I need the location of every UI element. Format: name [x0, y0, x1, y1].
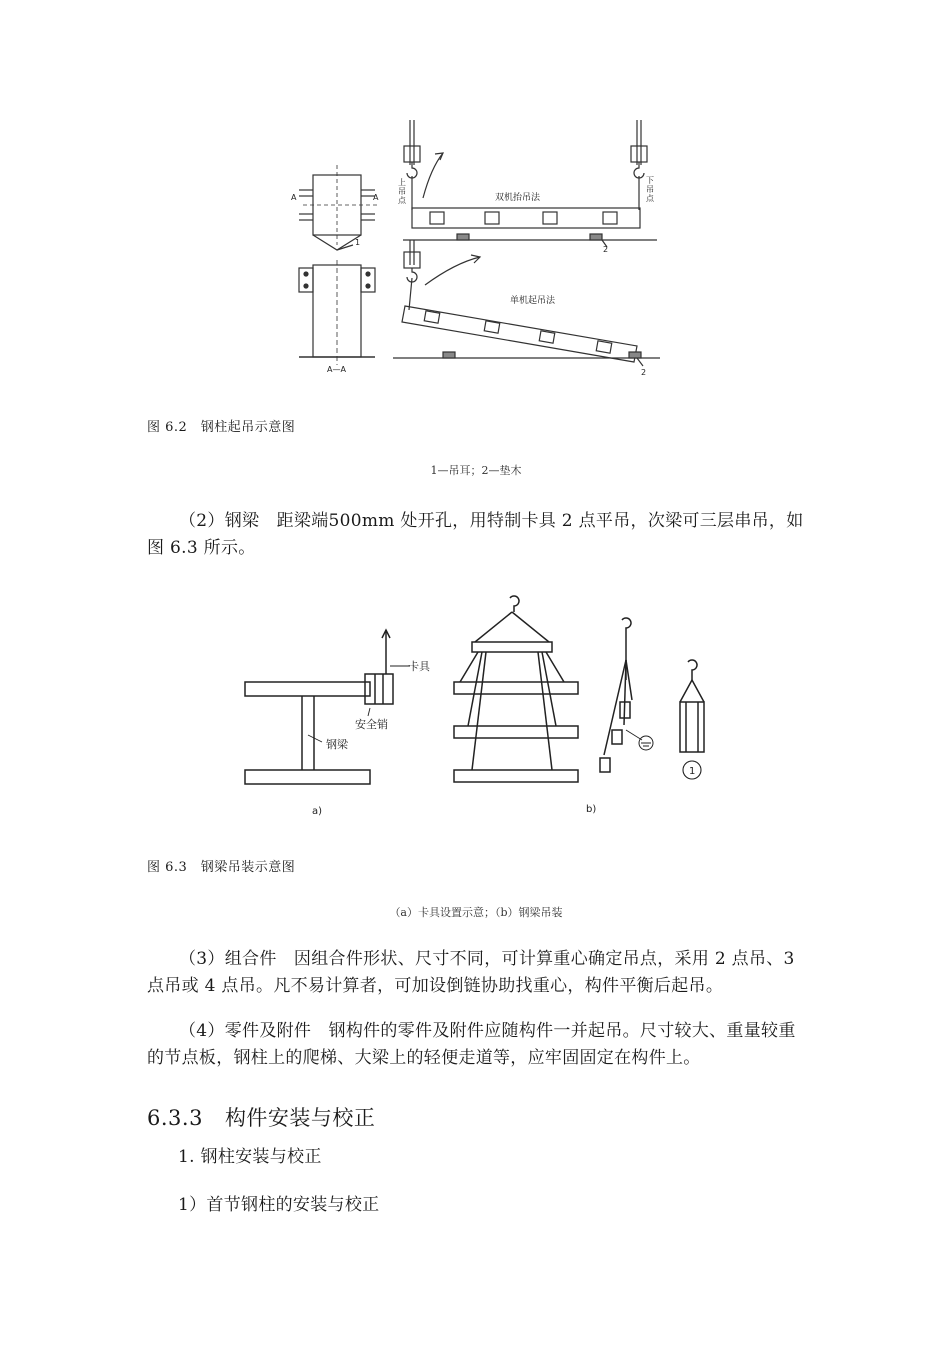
- list-item-first-column: 1）首节钢柱的安装与校正: [178, 1195, 380, 1215]
- label-callout-1: 1: [355, 238, 361, 247]
- label-upper-point: 上吊点: [398, 178, 406, 205]
- figure-6-2-caption: 图 6.2 钢柱起吊示意图: [147, 420, 296, 435]
- figure-6-2-diagram: [285, 110, 675, 380]
- paragraph-parts: （4）零件及附件 钢构件的零件及附件应随构件一并起吊。尺寸较大、重量较重的节点板，钢柱上的爬梯、大梁上的轻便走道等，应牢固固定在构件上。: [147, 1021, 796, 1068]
- label-lower-point: 下吊点: [646, 176, 654, 203]
- label-single-method: 单机起吊法: [510, 296, 556, 306]
- label-beam: 钢梁: [326, 738, 348, 751]
- label-clamp: 卡具: [408, 660, 430, 673]
- label-section-a-right: A: [373, 193, 379, 202]
- section-heading: [147, 1102, 375, 1132]
- section-number: 6.3.3: [147, 1106, 203, 1130]
- list-item-column-install: 1. 钢柱安装与校正: [178, 1147, 322, 1167]
- label-callout-2b: 2: [641, 368, 647, 377]
- label-safety-pin: 安全销: [355, 718, 388, 731]
- section-title: 构件安装与校正: [224, 1106, 376, 1130]
- figure-6-3-caption: 图 6.3 钢梁吊装示意图: [147, 860, 296, 875]
- figure-6-3-legend: （a）卡具设置示意；（b）钢梁吊装: [389, 906, 563, 919]
- label-section-name: A—A: [327, 365, 346, 374]
- label-section-a-left: A: [291, 193, 297, 202]
- label-dual-method: 双机抬吊法: [495, 193, 541, 203]
- label-sub-b: b): [586, 804, 597, 815]
- paragraph-steel-beam: （2）钢梁 距梁端500mm 处开孔，用特制卡具 2 点平吊，次梁可三层串吊，如图 6.3 所示。: [147, 511, 804, 558]
- paragraph-assembly: （3）组合件 因组合件形状、尺寸不同，可计算重心确定吊点，采用 2 点吊、3 点吊或 4 点吊。凡不易计算者，可加设倒链协助找重心，构件平衡后起吊。: [147, 949, 795, 996]
- label-circled-1: 1: [689, 766, 696, 777]
- figure-6-3-diagram: [240, 590, 720, 820]
- figure-6-2-legend: 1—吊耳；2—垫木: [430, 464, 522, 477]
- label-callout-2a: 2: [603, 245, 609, 254]
- label-sub-a: a): [312, 806, 323, 817]
